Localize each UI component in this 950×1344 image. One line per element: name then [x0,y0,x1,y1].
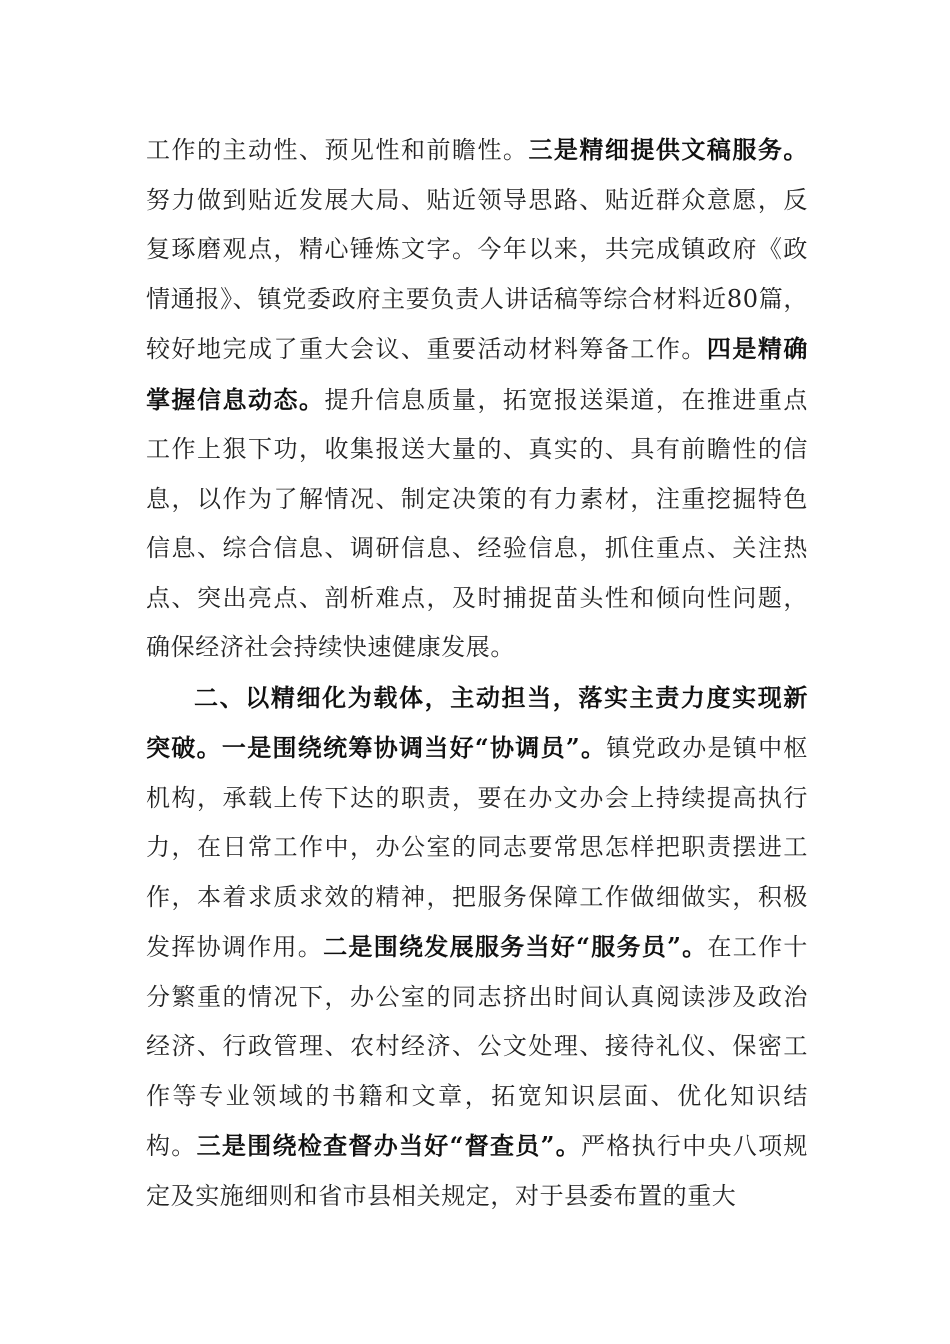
text-segment: 严格执行中央八项规定及实施细则和省市县相关规定，对于县委布置的重大 [146,1132,809,1210]
section-heading-segment: 二、以精细化为载体，主动担当，落实主责力度实现新突破。一是围绕统筹协调当好“协调员”。 [146,682,808,762]
bold-heading-segment: 四是精确掌握信息动态。 [146,334,808,414]
text-segment: 镇党政办是镇中枢机构，承载上传下达的职责，要在办文办会上持续提高执行力，在日常工作中，办公室的同志要常思怎样把职责摆进工作，本着求质求效的精神，把服务保障工作做细做实，积极发挥协调作用。 [146,734,808,961]
text-segment: 努力做到贴近发展大局、贴近领导思路、贴近群众意愿，反复琢磨观点，精心锤炼文字。今年以来，共完成镇政府《政情通报》、镇党委政府主要负责人讲话稿等综合材料近80篇，较好地完成了重大会议、重要活动材料筹备工作。 [146,185,808,363]
bold-heading-segment: 三是精细提供文稿服务。 [528,135,808,164]
paragraph-2 [146,673,808,1222]
document-body [146,125,808,1221]
text-segment: 提升信息质量，拓宽报送渠道，在推进重点工作上狠下功，收集报送大量的、真实的、具有前瞻性的信息，以作为了解情况、制定决策的有力素材，注重挖掘特色信息、综合信息、调研信息、经验信息，抓住重点、关注热点、突出亮点、剖析难点，及时捕捉苗头性和倾向性问题，确保经济社会持续快速健康发展。 [146,385,808,661]
text-segment: 工作的主动性、预见性和前瞻性。 [146,136,529,164]
bold-heading-segment: 三是围绕检查督办当好“督查员”。 [196,1131,582,1160]
text-segment: 在工作十分繁重的情况下，办公室的同志挤出时间认真阅读涉及政治经济、行政管理、农村经济、公文处理、接待礼仪、保密工作等专业领域的书籍和文章，拓宽知识层面、优化知识结构。 [146,933,808,1160]
paragraph-1 [146,125,808,673]
bold-heading-segment: 二是围绕发展服务当好“服务员”。 [323,932,708,961]
